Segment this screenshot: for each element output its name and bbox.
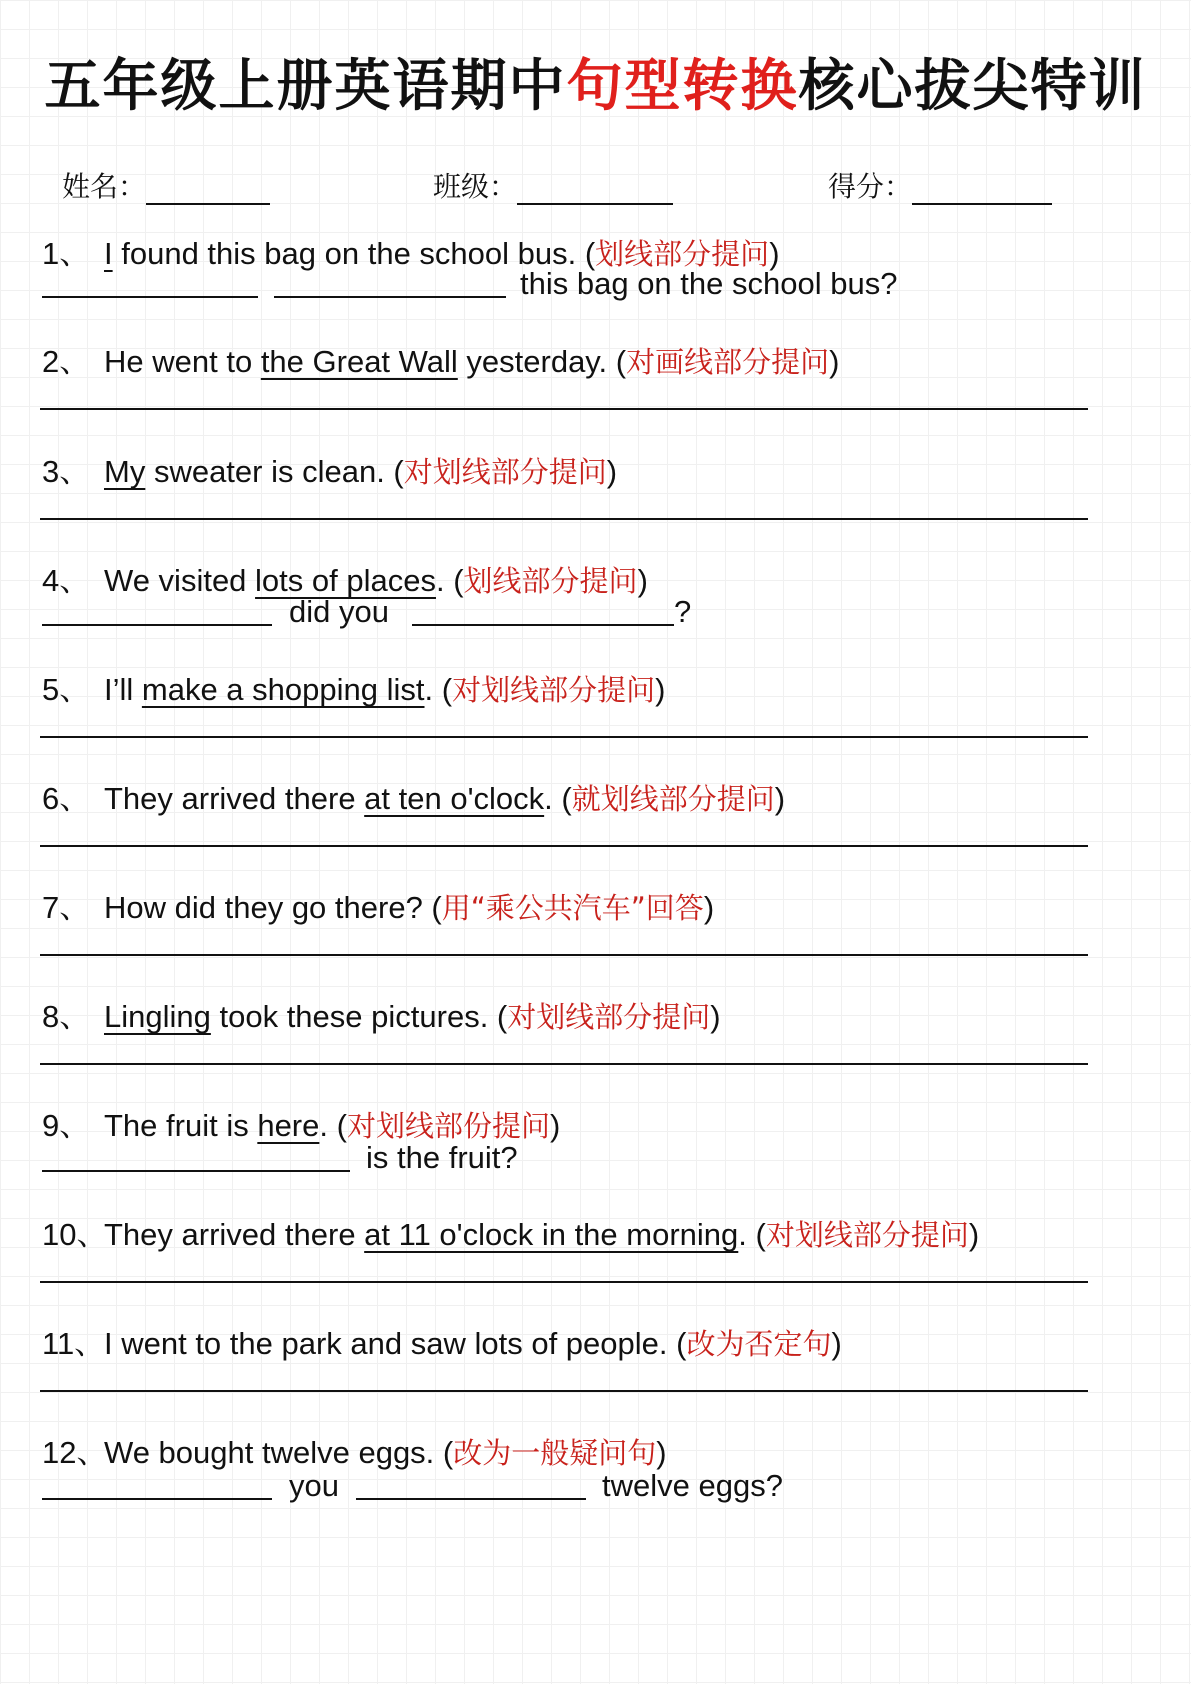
answer-blank[interactable]	[42, 1498, 272, 1500]
question-text: We visited	[104, 563, 256, 598]
underlined-part: at ten o'clock	[364, 781, 545, 816]
answer-text: is the fruit?	[366, 1140, 518, 1175]
answer-line[interactable]	[40, 1390, 1088, 1392]
instruction: 就划线部分提问	[571, 782, 775, 816]
question-number: 11、	[42, 1326, 106, 1361]
question-text: We bought twelve eggs. (	[104, 1435, 454, 1470]
answer-blank[interactable]	[42, 624, 272, 626]
question-text: yesterday. (	[457, 344, 627, 379]
question-text: )	[831, 1326, 842, 1361]
question-text: The fruit is	[104, 1108, 258, 1143]
answer-line[interactable]	[40, 845, 1088, 847]
question-text: I’ll	[104, 672, 142, 707]
answer-text: this bag on the school bus?	[520, 266, 898, 301]
question-text: )	[774, 781, 786, 816]
answer-line[interactable]	[40, 408, 1088, 410]
question-text: They arrived there	[104, 781, 365, 816]
score-blank[interactable]	[912, 175, 1052, 205]
answer-text: ?	[674, 594, 692, 629]
question-number: 12、	[42, 1435, 108, 1470]
question-6	[42, 773, 785, 818]
instruction: 改为否定句	[686, 1327, 832, 1361]
question-12	[42, 1427, 667, 1472]
question-text: )	[829, 344, 840, 379]
answer-line[interactable]	[40, 954, 1088, 956]
answer-blank[interactable]	[42, 1170, 350, 1172]
underlined-part: lots of places	[255, 563, 436, 598]
answer-blank[interactable]	[42, 296, 258, 298]
question-11	[42, 1318, 842, 1363]
question-number: 8、	[42, 999, 91, 1034]
question-text: took these pictures. (	[210, 999, 508, 1034]
class-label: 班级：	[433, 170, 518, 203]
question-text: . (	[738, 1217, 766, 1252]
instruction: 对画线部分提问	[626, 345, 830, 379]
instruction: 用“乘公共汽车”回答	[441, 891, 704, 925]
question-10	[42, 1209, 979, 1254]
name-blank[interactable]	[146, 175, 270, 205]
question-text: How did they go there? (	[104, 890, 442, 925]
question-text: They arrived there	[104, 1217, 365, 1252]
underlined-part: make a shopping list	[141, 672, 425, 707]
answer-line[interactable]	[40, 1063, 1088, 1065]
question-text: )	[710, 999, 721, 1034]
class-blank[interactable]	[517, 175, 673, 205]
question-number: 6、	[42, 781, 91, 816]
question-number: 3、	[42, 454, 91, 489]
question-text: )	[968, 1217, 980, 1252]
question-number: 10、	[42, 1217, 108, 1252]
underlined-part: I	[104, 236, 113, 271]
question-text: . (	[435, 563, 464, 598]
question-9	[42, 1100, 560, 1145]
answer-blank[interactable]	[356, 1498, 586, 1500]
question-text: He went to	[104, 344, 261, 379]
question-text: . (	[544, 781, 572, 816]
question-text: . (	[424, 672, 453, 707]
instruction: 对划线部分提问	[403, 455, 607, 489]
name-field	[62, 165, 270, 205]
answer-text: you	[289, 1468, 339, 1503]
question-8	[42, 991, 721, 1036]
underlined-part: at 11 o'clock in the morning	[364, 1217, 739, 1252]
question-text: )	[606, 454, 618, 489]
underlined-part: My	[104, 454, 146, 489]
question-number: 1、	[42, 236, 91, 271]
instruction: 划线部分提问	[595, 237, 770, 271]
class-field	[433, 165, 673, 205]
answer-text: did you	[289, 594, 389, 629]
instruction: 对划线部分提问	[452, 673, 656, 707]
question-text: )	[703, 890, 715, 925]
answer-text: twelve eggs?	[602, 1468, 783, 1503]
underlined-part: the Great Wall	[260, 344, 458, 379]
answer-blank[interactable]	[274, 296, 506, 298]
question-number: 4、	[42, 563, 91, 598]
answer-line[interactable]	[40, 736, 1088, 738]
title-highlight: 句型转换	[566, 54, 799, 119]
instruction: 改为一般疑问句	[453, 1436, 657, 1470]
question-number: 9、	[42, 1108, 91, 1143]
score-field	[828, 165, 1052, 205]
underlined-part: here	[257, 1108, 320, 1143]
title-part-3: 核心拔尖特训	[798, 54, 1147, 119]
instruction: 对划线部分提问	[765, 1218, 969, 1252]
question-text: )	[637, 563, 648, 598]
question-number: 2、	[42, 344, 91, 379]
instruction: 对划线部份提问	[346, 1109, 550, 1143]
question-number: 7、	[42, 890, 91, 925]
question-3	[42, 446, 617, 491]
underlined-part: Lingling	[104, 999, 211, 1034]
question-text: I went to the park and saw lots of people. (	[104, 1326, 687, 1361]
answer-line[interactable]	[40, 1281, 1088, 1283]
question-text: )	[656, 1435, 667, 1470]
question-text: sweater is clean. (	[145, 454, 404, 489]
answer-line[interactable]	[40, 518, 1088, 520]
question-text: )	[549, 1108, 561, 1143]
page-title	[0, 42, 1191, 122]
question-text: found this bag on the school bus. (	[112, 236, 596, 271]
question-text: )	[655, 672, 666, 707]
score-label: 得分：	[828, 170, 913, 203]
name-label: 姓名：	[62, 170, 147, 203]
question-7	[42, 882, 714, 927]
question-text: . (	[319, 1108, 347, 1143]
instruction: 对划线部分提问	[507, 1000, 711, 1034]
question-5	[42, 664, 665, 709]
question-number: 5、	[42, 672, 91, 707]
question-2	[42, 336, 839, 381]
answer-blank[interactable]	[412, 624, 674, 626]
instruction: 划线部分提问	[463, 564, 638, 598]
title-part-1: 五年级上册英语期中	[44, 54, 567, 119]
question-text: )	[769, 236, 780, 271]
